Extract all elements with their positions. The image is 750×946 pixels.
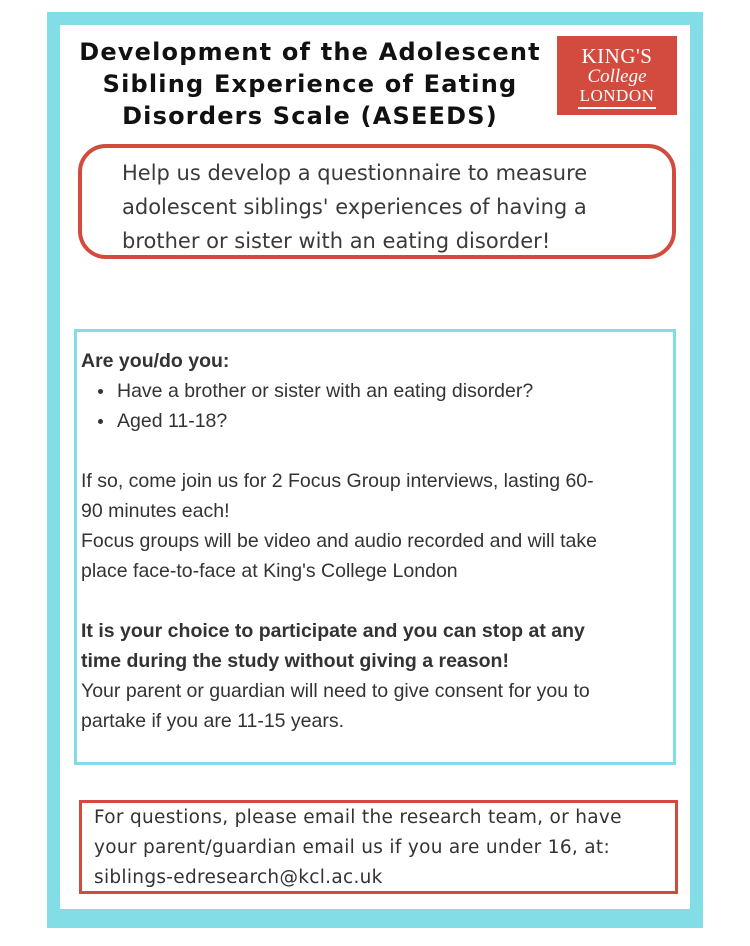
consent-line: partake if you are 11-15 years. xyxy=(81,710,345,732)
title-line: Development of the Adolescent xyxy=(79,38,541,66)
contact-box xyxy=(79,800,678,894)
choice-paragraph xyxy=(81,616,669,676)
callout-line: Help us develop a questionnaire to measure xyxy=(122,161,588,185)
logo-line-2: College xyxy=(587,66,647,87)
logo-line-1: KING'S xyxy=(581,44,653,68)
title-line: Sibling Experience of Eating xyxy=(102,70,518,98)
eligibility-heading: Are you/do you: xyxy=(81,350,230,372)
callout-line: adolescent siblings' experiences of having a xyxy=(122,195,587,219)
contact-email: siblings-edresearch@kcl.ac.uk xyxy=(94,867,383,888)
details-line: place face-to-face at King's College London xyxy=(81,560,458,582)
intro-callout xyxy=(78,144,676,259)
callout-line: brother or sister with an eating disorder! xyxy=(122,229,551,253)
spacer xyxy=(81,436,669,466)
title-line: Disorders Scale (ASEEDS) xyxy=(122,102,498,130)
consent-paragraph xyxy=(81,676,669,736)
criteria-item: Aged 11-18? xyxy=(81,406,669,436)
logo-rule xyxy=(578,107,656,109)
contact-line: your parent/guardian email us if you are under 16, at: xyxy=(94,837,610,858)
contact-line: For questions, please email the research team, or have xyxy=(94,807,622,828)
details-paragraph xyxy=(81,466,669,586)
consent-line: Your parent or guardian will need to give consent for you to xyxy=(81,680,590,702)
details-line: If so, come join us for 2 Focus Group interviews, lasting 60- xyxy=(81,470,594,492)
criteria-list xyxy=(81,376,669,436)
details-line: 90 minutes each! xyxy=(81,500,230,522)
kings-college-london-logo xyxy=(557,36,677,115)
eligibility-info-box xyxy=(74,329,676,765)
choice-line: time during the study without giving a reason! xyxy=(81,650,509,672)
details-line: Focus groups will be video and audio recorded and will take xyxy=(81,530,597,552)
choice-line: It is your choice to participate and you can stop at any xyxy=(81,620,585,642)
criteria-item: Have a brother or sister with an eating disorder? xyxy=(81,376,669,406)
logo-line-3: LONDON xyxy=(579,86,655,105)
page-title xyxy=(70,36,550,132)
spacer xyxy=(81,586,669,616)
